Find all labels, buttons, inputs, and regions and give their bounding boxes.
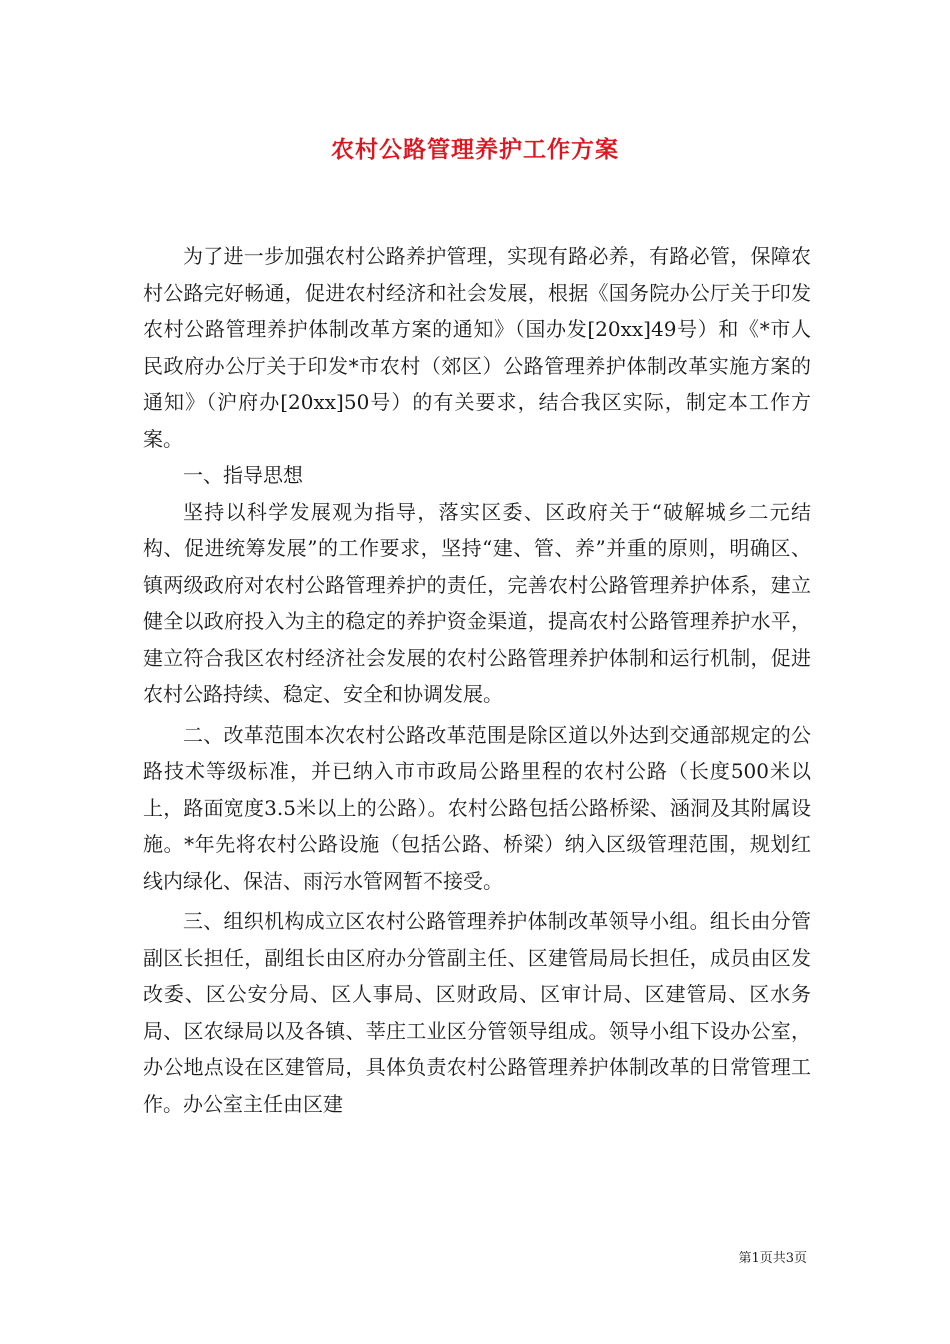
document-body (143, 238, 811, 1122)
heading-guiding-ideology: 一、指导思想 (183, 463, 303, 487)
paragraph-reform-scope: 二、改革范围本次农村公路改革范围是除区道以外达到交通部规定的公路技术等级标准，并已纳入市市政局公路里程的农村公路（长度500米以上，路面宽度3.5米以上的公路）。农村公路包括公路桥梁、涵洞及其附属设施。*年先将农村公路设施（包括公路、桥梁）纳入区级管理范围，规划红线内绿化、保洁、雨污水管网暂不接受。 (143, 722, 811, 893)
paragraph-guiding-ideology: 坚持以科学发展观为指导，落实区委、区政府关于“破解城乡二元结构、促进统筹发展”的工作要求，坚持“建、管、养”并重的原则，明确区、镇两级政府对农村公路管理养护的责任，完善农村公路管理养护体系，建立健全以政府投入为主的稳定的养护资金渠道，提高农村公路管理养护水平，建立符合我区农村经济社会发展的农村公路管理养护体制和运行机制，促进农村公路持续、稳定、安全和协调发展。 (143, 499, 811, 706)
paragraph-organization: 三、组织机构成立区农村公路管理养护体制改革领导小组。组长由分管副区长担任，副组长由区府办分管副主任、区建管局局长担任，成员由区发改委、区公安分局、区人事局、区财政局、区审计局、区建管局、区水务局、区农绿局以及各镇、莘庄工业区分管领导组成。领导小组下设办公室，办公地点设在区建管局，具体负责农村公路管理养护体制改革的日常管理工作。办公室主任由区建 (143, 909, 811, 1116)
paragraph-intro: 为了进一步加强农村公路养护管理，实现有路必养，有路必管，保障农村公路完好畅通，促进农村经济和社会发展，根据《国务院办公厅关于印发农村公路管理养护体制改革方案的通知》（国办发[20xx]49号）和《*市人民政府办公厅关于印发*市农村（郊区）公路管理养护体制改革实施方案的通知》（沪府办[20xx]50号）的有关要求，结合我区实际，制定本工作方案。 (143, 244, 811, 451)
document-title: 农村公路管理养护工作方案 (331, 136, 619, 163)
page-number: 第1页共3页 (738, 1251, 807, 1266)
